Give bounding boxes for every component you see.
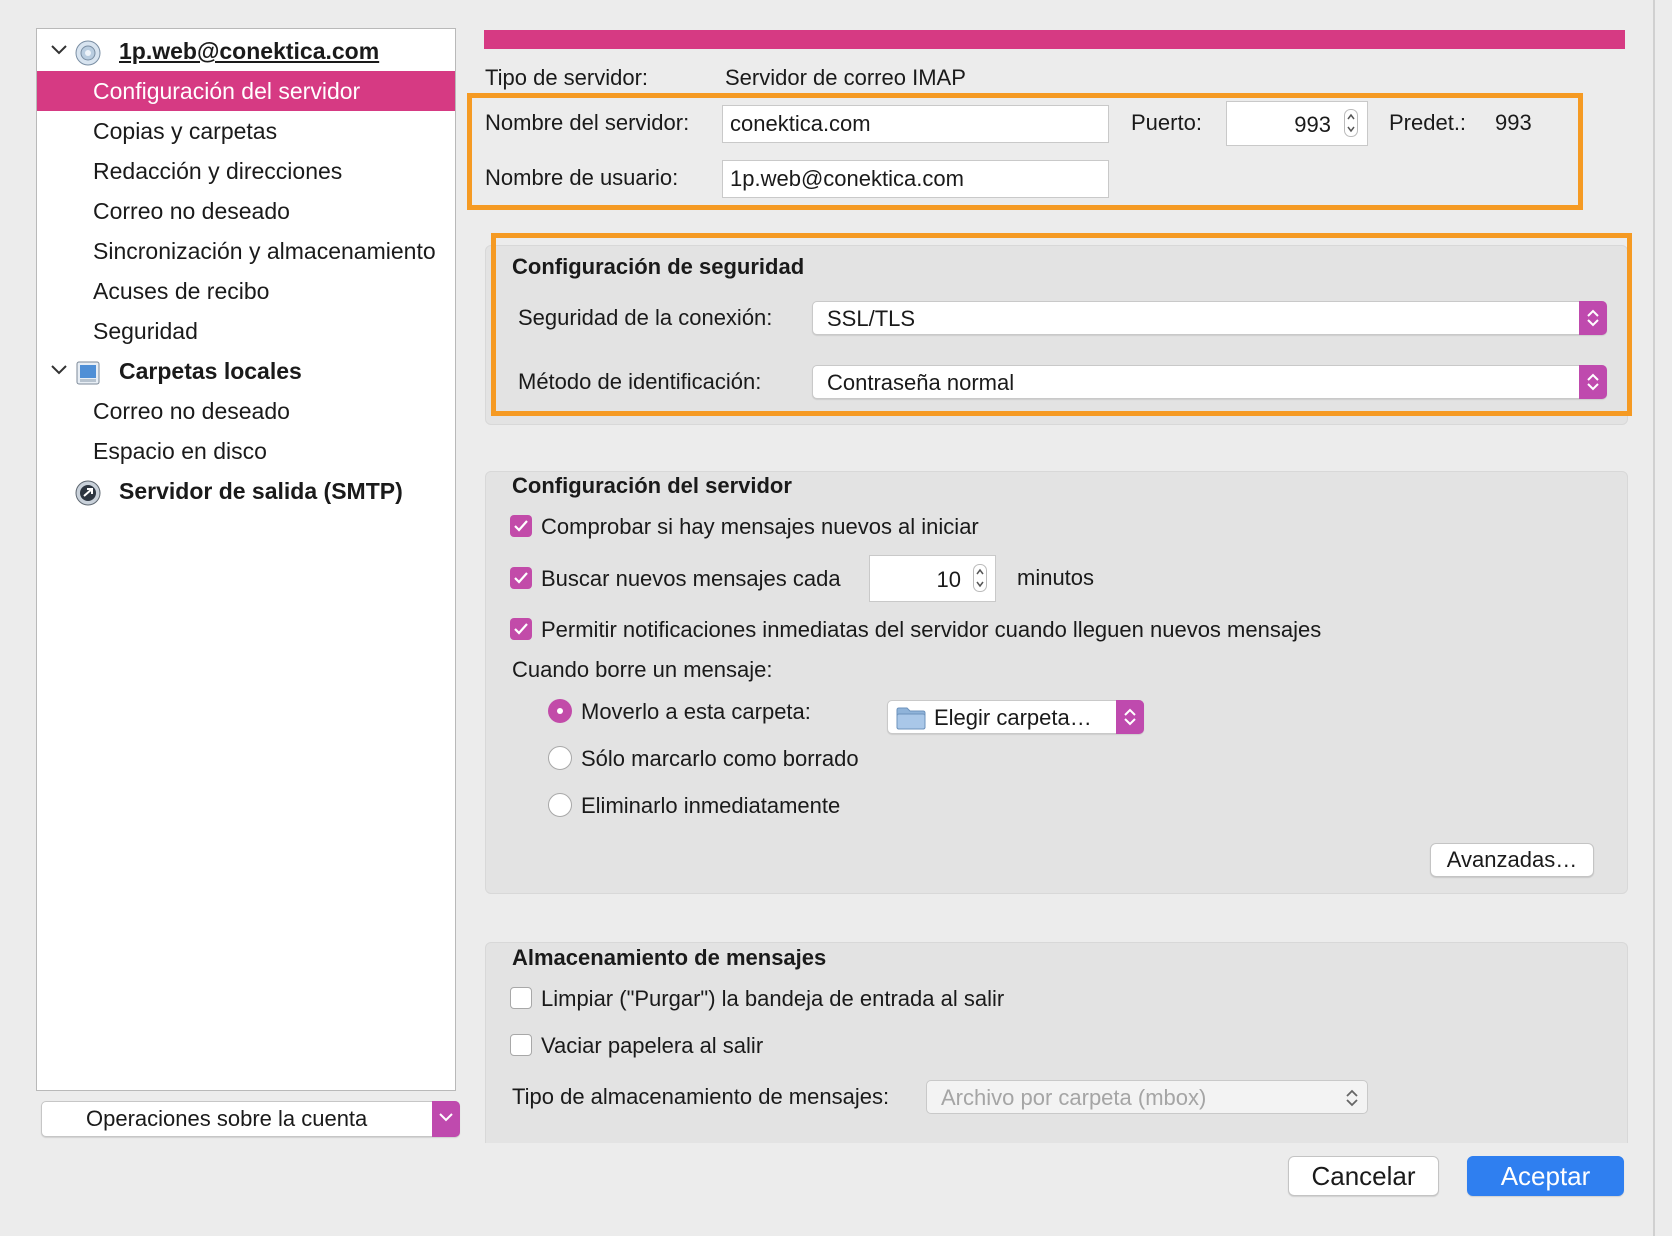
store-type-value: Archivo por carpeta (mbox) <box>941 1085 1207 1110</box>
store-type-label: Tipo de almacenamiento de mensajes: <box>512 1084 890 1109</box>
tree-item-label: 1p.web@conektica.com <box>119 38 380 64</box>
choose-folder-select[interactable] <box>887 700 1144 734</box>
tree-item-label: Espacio en disco <box>93 438 267 464</box>
account-header-bar <box>484 30 1625 49</box>
default-port-value: 993 <box>1495 110 1532 135</box>
username-label: Nombre de usuario: <box>485 165 679 190</box>
push-notifications-checkbox[interactable] <box>510 618 532 640</box>
chevron-down-icon[interactable] <box>49 31 69 71</box>
server-name-label: Nombre del servidor: <box>485 110 690 135</box>
checkmark-icon <box>513 570 529 586</box>
server-name-field[interactable]: conektica.com <box>722 105 1109 143</box>
minutes-label: minutos <box>1017 565 1095 590</box>
tree-item-label: Servidor de salida (SMTP) <box>119 478 403 504</box>
check-on-start-label: Comprobar si hay mensajes nuevos al iniciar <box>541 514 979 539</box>
on-delete-label: Cuando borre un mensaje: <box>512 657 773 682</box>
local-folders-icon <box>75 358 101 384</box>
tree-item-label: Correo no deseado <box>93 198 290 224</box>
folder-icon <box>896 706 926 730</box>
checkmark-icon <box>513 621 529 637</box>
advanced-button[interactable]: Avanzadas… <box>1430 843 1594 877</box>
sidebar-item-disk-space[interactable] <box>37 431 455 471</box>
purge-inbox-label: Limpiar ("Purgar") la bandeja de entrada al salir <box>541 986 1005 1011</box>
updown-chevron-icon <box>1116 700 1144 734</box>
account-actions-menu[interactable] <box>41 1101 460 1137</box>
check-every-label: Buscar nuevos mensajes cada <box>541 566 841 591</box>
tree-local-folders[interactable] <box>37 351 455 391</box>
purge-inbox-checkbox[interactable] <box>510 987 532 1009</box>
chevron-down-icon[interactable] <box>49 351 69 391</box>
tree-item-label: Acuses de recibo <box>93 278 270 304</box>
stepper-arrows-icon[interactable] <box>1344 109 1358 137</box>
updown-chevron-icon <box>1579 301 1607 335</box>
server-type-value: Servidor de correo IMAP <box>725 65 966 90</box>
mark-deleted-radio[interactable] <box>548 746 572 770</box>
tree-item-label: Correo no deseado <box>93 398 290 424</box>
cancel-button[interactable]: Cancelar <box>1288 1156 1439 1196</box>
sidebar-item-composition[interactable] <box>37 151 455 191</box>
server-type-label: Tipo de servidor: <box>485 65 649 90</box>
tree-item-label: Carpetas locales <box>119 358 302 384</box>
delete-immediately-radio[interactable] <box>548 793 572 817</box>
store-type-select <box>926 1080 1368 1114</box>
empty-trash-label: Vaciar papelera al salir <box>541 1033 764 1058</box>
auth-method-label: Método de identificación: <box>518 369 762 394</box>
updown-chevron-icon <box>1579 365 1607 399</box>
push-notifications-label: Permitir notificaciones inmediatas del servidor cuando lleguen nuevos mensajes <box>541 617 1322 642</box>
tree-account-1p[interactable] <box>37 31 455 71</box>
updown-chevron-icon <box>1345 1087 1359 1109</box>
sidebar-item-server-settings[interactable] <box>37 71 455 111</box>
move-to-folder-label: Moverlo a esta carpeta: <box>581 699 811 724</box>
port-field[interactable]: 993 <box>1226 101 1368 146</box>
tree-outgoing-server[interactable] <box>37 471 455 511</box>
tree-item-label: Redacción y direcciones <box>93 158 343 184</box>
tree-item-label: Configuración del servidor <box>93 78 361 104</box>
connection-security-value: SSL/TLS <box>827 306 916 331</box>
username-field[interactable]: 1p.web@conektica.com <box>722 160 1109 198</box>
choose-folder-label: Elegir carpeta… <box>934 705 1092 730</box>
sidebar-item-sync-storage[interactable] <box>37 231 455 271</box>
stepper-arrows-icon[interactable] <box>973 564 987 592</box>
auth-method-select[interactable] <box>812 365 1607 399</box>
server-settings-heading: Configuración del servidor <box>512 473 792 498</box>
tree-item-label: Seguridad <box>93 318 198 344</box>
sidebar-item-receipts[interactable] <box>37 271 455 311</box>
sidebar-item-junk[interactable] <box>37 191 455 231</box>
tree-item-label: Copias y carpetas <box>93 118 278 144</box>
tree-item-label: Sincronización y almacenamiento <box>93 238 436 264</box>
storage-heading: Almacenamiento de mensajes <box>512 945 827 970</box>
default-port-label: Predet.: <box>1389 110 1467 135</box>
checkmark-icon <box>513 518 529 534</box>
connection-security-label: Seguridad de la conexión: <box>518 305 773 330</box>
chevron-down-icon[interactable] <box>432 1101 460 1137</box>
auth-method-value: Contraseña normal <box>827 370 1015 395</box>
smtp-server-icon <box>75 478 101 504</box>
sidebar-item-copies-folders[interactable] <box>37 111 455 151</box>
move-to-folder-radio[interactable] <box>548 699 572 723</box>
security-heading: Configuración de seguridad <box>512 254 805 279</box>
window-edge <box>1653 0 1655 1236</box>
check-interval-field[interactable]: 10 <box>869 555 996 602</box>
check-every-checkbox[interactable] <box>510 567 532 589</box>
delete-immediately-label: Eliminarlo inmediatamente <box>581 793 841 818</box>
accept-button[interactable]: Aceptar <box>1467 1156 1624 1196</box>
mark-deleted-label: Sólo marcarlo como borrado <box>581 746 859 771</box>
account-tree[interactable] <box>36 28 456 1091</box>
connection-security-select[interactable] <box>812 301 1607 335</box>
check-on-start-checkbox[interactable] <box>510 515 532 537</box>
account-actions-label: Operaciones sobre la cuenta <box>86 1106 368 1131</box>
sidebar-item-security[interactable] <box>37 311 455 351</box>
sidebar-item-local-junk[interactable] <box>37 391 455 431</box>
port-label: Puerto: <box>1131 110 1202 135</box>
empty-trash-checkbox[interactable] <box>510 1034 532 1056</box>
mail-account-icon <box>75 38 101 64</box>
